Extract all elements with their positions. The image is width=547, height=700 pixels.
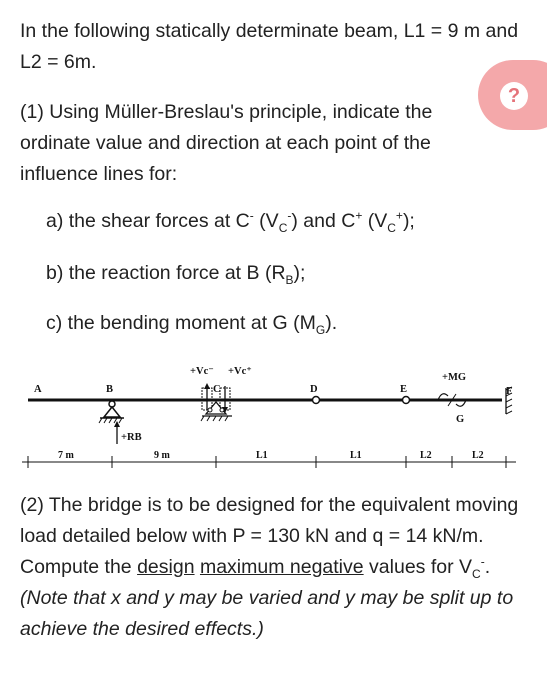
- dim-1: 7 m: [58, 450, 74, 461]
- label-vc-plus: +Vc⁺: [228, 366, 252, 377]
- hinge-e: [403, 397, 410, 404]
- question-1-text: (1) Using Müller-Breslau's principle, indicate the ordinate value and direction at each point of the influence lines for:: [20, 101, 433, 185]
- label-g: G: [456, 414, 465, 425]
- label-vc-minus: +Vc⁻: [190, 366, 214, 377]
- label-d: D: [310, 384, 318, 395]
- item-c: c) the bending moment at G $(M_G)$.: [46, 312, 338, 337]
- intro-text: In the following statically determinate beam, L1 = 9 m and L2 = 6m.: [20, 20, 519, 73]
- label-rb: +RB: [121, 432, 142, 443]
- label-b: B: [106, 384, 114, 395]
- dim-3: L1: [256, 450, 268, 461]
- beam-diagram: [20, 358, 520, 483]
- label-a: A: [34, 384, 42, 395]
- support-b: [99, 401, 124, 423]
- label-f: F: [506, 386, 513, 397]
- hinge-d: [313, 397, 320, 404]
- dim-4: L1: [350, 450, 362, 461]
- label-mg: +MG: [442, 372, 467, 383]
- label-c: C: [213, 384, 221, 395]
- dim-2: 9 m: [154, 450, 170, 461]
- dim-5: L2: [420, 450, 432, 461]
- item-a: a) the shear forces at C- $(V_C^-)$ and C+ $(V_C^+)$;: [46, 208, 415, 235]
- item-b: b) the reaction force at B $(R_B)$;: [46, 262, 306, 287]
- question-2-text: (2) The bridge is to be designed for the equivalent moving load detailed below with P = 130 kN and q = 14 kN/m. Compute the design maximum negative values for $V_C^-.(Note$ that x and y may be varied and y may be split up to achieve the desired effects.): [20, 494, 519, 640]
- dim-6: L2: [472, 450, 484, 461]
- label-e: E: [400, 384, 408, 395]
- question-mark-icon: ?: [500, 82, 528, 110]
